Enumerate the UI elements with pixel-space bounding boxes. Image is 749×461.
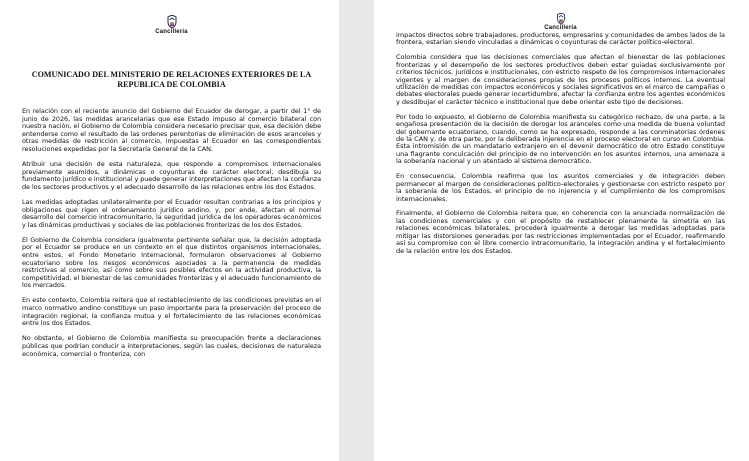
document-title: COMUNICADO DEL MINISTERIO DE RELACIONES EXTERIORES DE LA REPUBLICA DE COLOMBIA: [31, 70, 312, 89]
document-page-left: [0, 0, 339, 461]
paragraph-3: Las medidas adoptadas unilateralmente por el Ecuador resultan contrarias a los principios y obligaciones que rigen el ordenamiento jurídico andino, y, por ende, afectan el normal desarrollo del comercio intracomunitario, la seguridad jurídica de los operadores económicos y las dinámicas productivas y sociales de las poblaciones fronterizas de los dos Estados.: [22, 197, 321, 229]
document-page-right: [374, 0, 749, 461]
paragraph-2: Atribuir una decisión de esta naturaleza, que responde a compromisos internacionales previamente asumidos, a dinámicas o coyunturas de carácter electoral, desdibuja su fundamento jurídico e institucional y puede generar interpretaciones que afectan la confianza de los sectores productivos y el adecuado desarrollo de las relaciones entre los dos Estados.: [22, 160, 322, 191]
cancilleria-logo: [22, 14, 321, 40]
paragraph-9: Por todo lo expuesto, el Gobierno de Colombia manifiesta su categórico rechazo, de una parte, a la engañosa presentación de la decisión de derogar los aranceles como una medida de buena voluntad del gobernante ecuatoriano, cuando, como se ha expresado, responde a las conminatorias órdenes de la CAN y, de otra parte, por la deliberada injerencia en el proceso electoral en curso en Colombia. Esta intromisión de un mandatario extranjero en el devenir democrático de otro Estado constituye una flagrante conculcación del principio de no intervención en los asuntos internos, una amenaza a la soberanía nacional y un atentado al sistema democrático.: [396, 112, 725, 166]
seal-icon: [165, 14, 179, 29]
logo-label-right: Cancillería: [544, 25, 577, 31]
logo-label: Cancillería: [155, 29, 188, 35]
paragraph-6: No obstante, el Gobierno de Colombia manifiesta su preocupación frente a declaraciones públicas que podrían conducir a interpretaciones, según las cuales, decisiones de naturaleza económica, comercial o fronteriza, con: [22, 334, 321, 358]
paragraph-10: En consecuencia, Colombia reafirma que los asuntos comerciales y de integración deben permanecer al margen de consideraciones político-electorales y gestionarse con estricto respeto por la soberanía de los Estados, el principio de no injerencia y el cumplimiento de los compromisos internacionales.: [396, 172, 725, 203]
paragraph-11: Finalmente, el Gobierno de Colombia reitera que, en coherencia con la anunciada normalización de las condiciones comerciales y con el propósito de restablecer plenamente la simetría en las relaciones económicas bilaterales, procederá igualmente a derogar las medidas adoptadas para mitigar las distorsiones generadas por las restricciones implementadas por el Ecuador, reafirmando así su compromiso con el libre comercio intracomunitario, la integración andina y el fortalecimiento de la relación entre los dos Estados.: [396, 209, 725, 255]
paragraph-4: El Gobierno de Colombia considera igualmente pertinente señalar que, la decisión adoptada por el Ecuador se produce en un contexto en el que distintos organismos internacionales, entre estos, el Fondo Monetario Internacional, formularon observaciones al Gobierno ecuatoriano sobre los riesgos económicos asociados a la permanencia de medidas restrictivas al comercio, así como sobre sus posibles efectos en la actividad productiva, la competitividad, el bienestar de las comunidades fronterizas y el adecuado funcionamiento de los mercados.: [22, 235, 321, 290]
paragraph-7: impactos directos sobre trabajadores, productores, empresarios y comunidades de ambos lados de la frontera, estarían siendo vinculadas a dinámicas o coyunturas de carácter político-electoral.: [396, 31, 725, 47]
paragraph-5: En este contexto, Colombia reitera que el restablecimiento de las condiciones previstas en el marco normativo andino constituye un paso importante para la preservación del proceso de integración regional, la confianza mutua y el fortalecimiento de las relaciones económicas entre los dos Estados.: [22, 296, 321, 328]
paragraph-1: En relación con el reciente anuncio del Gobierno del Ecuador de derogar, a partir del 1° de junio de 2026, las medidas arancelarias que ese Estado impuso al comercio bilateral con nuestra nación, el Gobierno de Colombia considera necesario precisar que, esa decisión debe entenderse como el resultado de las ordenes perentorias de eliminación de esos aranceles y otras medidas de restricción al comercio, impuestas al Ecuador en las correspondientes resoluciones expedidas por la Secretaría General de la CAN.: [22, 107, 321, 153]
paragraph-8: Colombia considera que las decisiones comerciales que afectan el bienestar de las poblaciones fronterizas y el desempeño de los sectores productivos deben estar guiadas exclusivamente por criterios técnicos, jurídicos e institucionales, con estricto respeto de los compromisos internacionales vigentes y al margen de consideraciones propias de los procesos políticos internos. La eventual utilización de medidas con impactos económicos y sociales significativos en el marco de campañas o debates electorales puede generar incertidumbre, afectar la confianza entre los agentes económicos y desdibujar el carácter técnico e institucional que debe orientar este tipo de decisiones.: [396, 53, 725, 106]
seal-icon: [555, 12, 567, 25]
